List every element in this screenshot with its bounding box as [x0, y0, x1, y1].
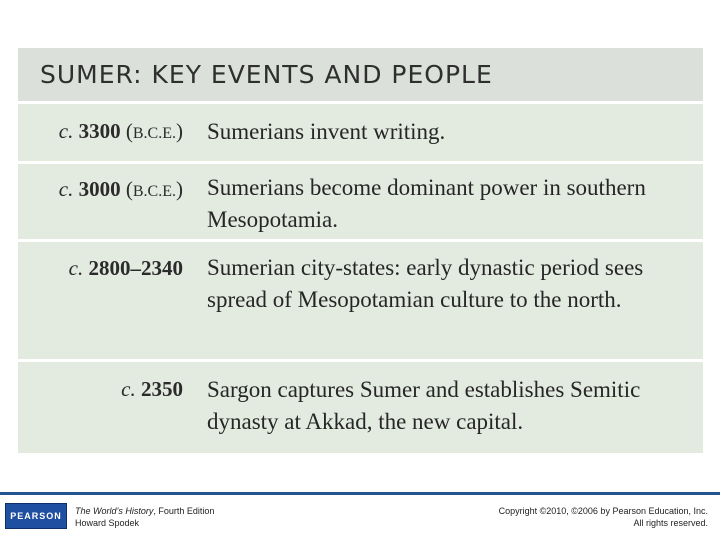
date-value: 3300 [78, 119, 121, 143]
event-description: Sargon captures Sumer and establishes Semitic dynasty at Akkad, the new capital. [207, 377, 641, 434]
events-table [18, 48, 703, 453]
event-date: c. 3000 (B.C.E.) [58, 177, 183, 201]
event-row [18, 161, 703, 239]
event-row [18, 239, 703, 359]
circa-label: c. [58, 177, 74, 201]
rights-text: All rights reserved. [633, 518, 708, 528]
book-author: Howard Spodek [75, 518, 140, 528]
copyright-text: Copyright ©2010, ©2006 by Pearson Education, Inc. [498, 506, 708, 516]
era-label: B.C.E. [132, 183, 176, 200]
circa-label: c. [68, 256, 84, 280]
book-edition: , Fourth Edition [153, 506, 215, 516]
circa-label: c. [121, 377, 136, 401]
footer-copyright [499, 505, 708, 529]
date-value: 2350 [141, 377, 183, 401]
event-description: Sumerians become dominant power in southern Mesopotamia. [207, 175, 646, 232]
event-rows [18, 101, 703, 447]
pearson-logo: PEARSON [5, 503, 67, 529]
event-row [18, 359, 703, 447]
title-band [18, 48, 703, 101]
event-description: Sumerian city-states: early dynastic period sees spread of Mesopotamian culture to the north. [207, 255, 644, 312]
event-date [18, 377, 183, 402]
circa-label: c. [58, 119, 74, 143]
event-date: c. 3300 (B.C.E.) [58, 119, 183, 143]
footer-citation [75, 505, 214, 529]
event-date [18, 256, 183, 281]
event-description: Sumerians invent writing. [207, 119, 446, 144]
date-value: 2800–2340 [88, 256, 183, 280]
event-row [18, 101, 703, 161]
book-title: The World’s History [75, 506, 154, 516]
date-value: 3000 [78, 177, 121, 201]
slide-title: SUMER: KEY EVENTS AND PEOPLE [40, 60, 493, 89]
era-label: B.C.E. [132, 125, 176, 142]
footer-divider [0, 492, 720, 495]
